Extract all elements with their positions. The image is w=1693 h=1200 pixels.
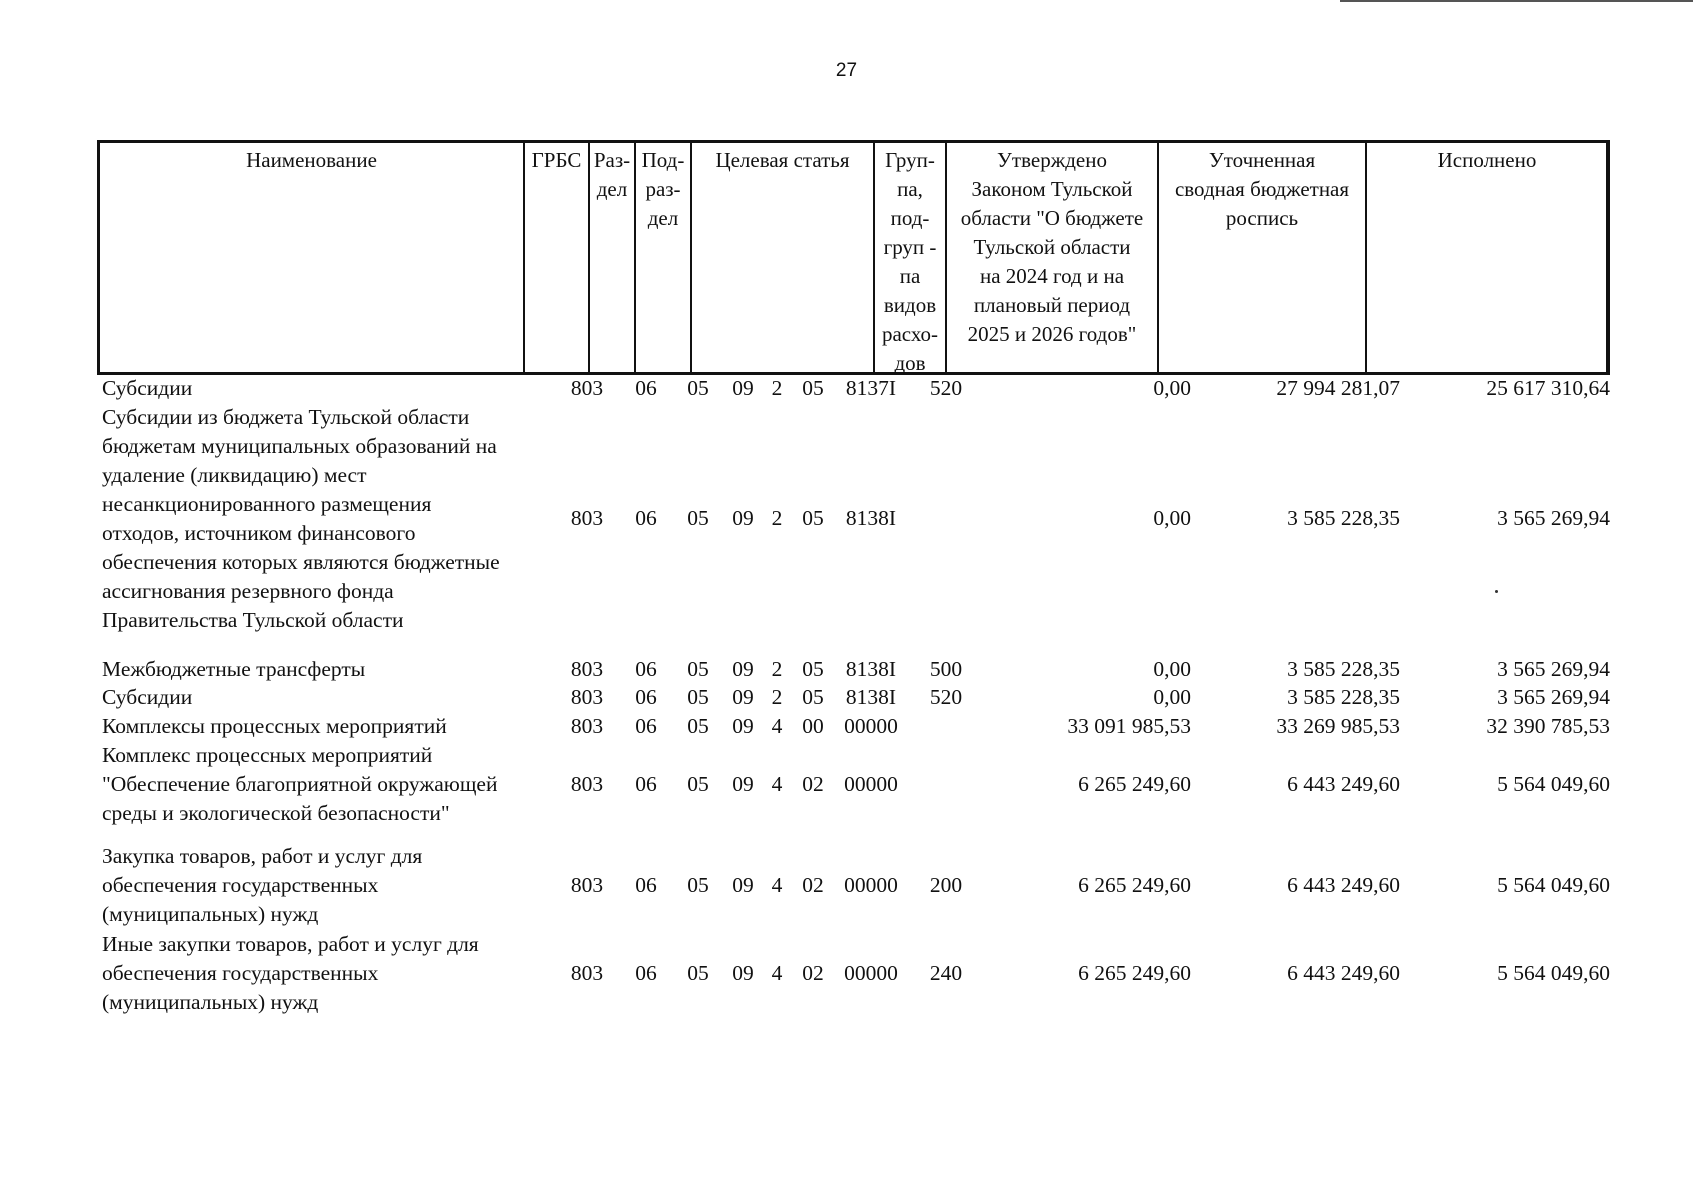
header-grbs <box>525 143 590 372</box>
target-program-cell: 09 <box>732 873 754 897</box>
row-name-line: Закупка товаров, работ и услуг для <box>102 844 423 868</box>
row-name-line: бюджетам муниципальных образований на <box>102 434 497 458</box>
target-subprogram-cell: 02 <box>802 873 824 897</box>
row-name <box>102 712 562 741</box>
row-name <box>102 374 562 403</box>
podrazdel-cell: 05 <box>687 376 709 400</box>
header-line: Целевая статья <box>715 148 850 172</box>
grbs-cell: 803 <box>570 685 604 709</box>
row-name-line: обеспечения государственных <box>102 961 379 985</box>
target-direction-cell: 8137I <box>845 376 897 400</box>
table-row <box>0 930 1693 1017</box>
header-line: Исполнено <box>1437 148 1537 172</box>
scan-speck <box>1495 590 1498 593</box>
razdel-cell: 06 <box>635 657 657 681</box>
target-type-cell: 2 <box>771 376 783 400</box>
target-subprogram-cell: 00 <box>802 714 824 738</box>
razdel-cell: 06 <box>635 376 657 400</box>
table-row <box>0 741 1693 828</box>
target-type-cell: 4 <box>771 772 783 796</box>
target-program-cell: 09 <box>732 714 754 738</box>
specified-amount-cell: 27 994 281,07 <box>1276 376 1400 400</box>
razdel-cell: 06 <box>635 714 657 738</box>
row-name-line: Межбюджетные трансферты <box>102 657 366 681</box>
header-target <box>692 143 875 372</box>
header-line: Утверждено <box>997 148 1107 172</box>
podrazdel-cell: 05 <box>687 685 709 709</box>
header-line: Законом Тульской <box>971 177 1133 201</box>
row-name-line: несанкционированного размещения <box>102 492 432 516</box>
table-row <box>0 712 1693 741</box>
header-line: дов <box>894 351 926 375</box>
row-name-line: "Обеспечение благоприятной окружающей <box>102 772 498 796</box>
header-line: видов <box>883 293 937 317</box>
target-direction-cell: 8138I <box>845 657 897 681</box>
row-name-line: (муниципальных) нужд <box>102 990 319 1014</box>
podrazdel-cell: 05 <box>687 772 709 796</box>
target-type-cell: 4 <box>771 961 783 985</box>
header-line: па, <box>897 177 923 201</box>
expense-group-cell: 500 <box>929 657 963 681</box>
row-name <box>102 403 562 635</box>
approved-amount-cell: 6 265 249,60 <box>1078 772 1191 796</box>
target-direction-cell: 8138I <box>845 506 897 530</box>
specified-amount-cell: 6 443 249,60 <box>1287 772 1400 796</box>
target-program-cell: 09 <box>732 685 754 709</box>
approved-amount-cell: 6 265 249,60 <box>1078 961 1191 985</box>
executed-amount-cell: 25 617 310,64 <box>1486 376 1610 400</box>
target-type-cell: 2 <box>771 685 783 709</box>
table-header <box>97 140 1610 375</box>
expense-group-cell: 520 <box>929 685 963 709</box>
razdel-cell: 06 <box>635 506 657 530</box>
podrazdel-cell: 05 <box>687 873 709 897</box>
header-line: плановый период <box>973 293 1131 317</box>
approved-amount-cell: 6 265 249,60 <box>1078 873 1191 897</box>
header-approved <box>947 143 1159 372</box>
grbs-cell: 803 <box>570 506 604 530</box>
target-program-cell: 09 <box>732 506 754 530</box>
row-name-line: Комплекс процессных мероприятий <box>102 743 433 767</box>
header-line: на 2024 год и на <box>979 264 1125 288</box>
row-name <box>102 842 562 929</box>
grbs-cell: 803 <box>570 772 604 796</box>
header-line: Груп- <box>885 148 935 172</box>
target-program-cell: 09 <box>732 961 754 985</box>
header-name <box>100 143 525 372</box>
specified-amount-cell: 3 585 228,35 <box>1287 685 1400 709</box>
row-name-line: отходов, источником финансового <box>102 521 416 545</box>
row-name-line: (муниципальных) нужд <box>102 902 319 926</box>
row-name-line: Правительства Тульской области <box>102 608 404 632</box>
header-line: ГРБС <box>531 148 582 172</box>
specified-amount-cell: 6 443 249,60 <box>1287 961 1400 985</box>
expense-group-cell: 200 <box>929 873 963 897</box>
target-direction-cell: 00000 <box>844 873 898 897</box>
podrazdel-cell: 05 <box>687 961 709 985</box>
grbs-cell: 803 <box>570 657 604 681</box>
row-name-line: обеспечения которых являются бюджетные <box>102 550 500 574</box>
executed-amount-cell: 3 565 269,94 <box>1497 657 1610 681</box>
razdel-cell: 06 <box>635 685 657 709</box>
row-name-line: Комплексы процессных мероприятий <box>102 714 447 738</box>
executed-amount-cell: 3 565 269,94 <box>1497 685 1610 709</box>
target-type-cell: 2 <box>771 506 783 530</box>
header-podrazdel <box>636 143 692 372</box>
specified-amount-cell: 3 585 228,35 <box>1287 657 1400 681</box>
target-program-cell: 09 <box>732 376 754 400</box>
header-group <box>875 143 947 375</box>
specified-amount-cell: 3 585 228,35 <box>1287 506 1400 530</box>
target-subprogram-cell: 05 <box>802 506 824 530</box>
header-specified <box>1159 143 1367 372</box>
table-row <box>0 403 1693 635</box>
row-name <box>102 683 562 712</box>
approved-amount-cell: 0,00 <box>1153 685 1191 709</box>
podrazdel-cell: 05 <box>687 657 709 681</box>
executed-amount-cell: 5 564 049,60 <box>1497 873 1610 897</box>
row-name-line: Субсидии <box>102 685 193 709</box>
row-name-line: обеспечения государственных <box>102 873 379 897</box>
approved-amount-cell: 0,00 <box>1153 376 1191 400</box>
header-line: па <box>899 264 921 288</box>
table-row <box>0 842 1693 929</box>
specified-amount-cell: 33 269 985,53 <box>1276 714 1400 738</box>
header-line: Тульской области <box>973 235 1131 259</box>
header-line: расхо- <box>881 322 939 346</box>
header-line: Под- <box>641 148 685 172</box>
row-name <box>102 741 562 828</box>
table-row <box>0 374 1693 403</box>
header-line: дел <box>647 206 679 230</box>
target-subprogram-cell: 05 <box>802 376 824 400</box>
approved-amount-cell: 33 091 985,53 <box>1067 714 1191 738</box>
grbs-cell: 803 <box>570 873 604 897</box>
target-program-cell: 09 <box>732 772 754 796</box>
header-line: области "О бюджете <box>960 206 1144 230</box>
target-type-cell: 4 <box>771 873 783 897</box>
podrazdel-cell: 05 <box>687 506 709 530</box>
target-subprogram-cell: 02 <box>802 772 824 796</box>
row-name-line: удаление (ликвидацию) мест <box>102 463 367 487</box>
header-line: Наименование <box>246 148 377 172</box>
target-direction-cell: 00000 <box>844 772 898 796</box>
razdel-cell: 06 <box>635 961 657 985</box>
header-line: Раз- <box>593 148 631 172</box>
target-program-cell: 09 <box>732 657 754 681</box>
grbs-cell: 803 <box>570 376 604 400</box>
row-name-line: Субсидии <box>102 376 193 400</box>
target-direction-cell: 00000 <box>844 714 898 738</box>
target-type-cell: 2 <box>771 657 783 681</box>
razdel-cell: 06 <box>635 772 657 796</box>
table-row <box>0 655 1693 684</box>
specified-amount-cell: 6 443 249,60 <box>1287 873 1400 897</box>
header-line: под- <box>890 206 930 230</box>
target-subprogram-cell: 02 <box>802 961 824 985</box>
target-subprogram-cell: 05 <box>802 685 824 709</box>
scan-edge-line <box>1340 0 1693 2</box>
target-subprogram-cell: 05 <box>802 657 824 681</box>
executed-amount-cell: 32 390 785,53 <box>1486 714 1610 738</box>
row-name <box>102 930 562 1017</box>
header-razdel <box>590 143 636 372</box>
razdel-cell: 06 <box>635 873 657 897</box>
approved-amount-cell: 0,00 <box>1153 657 1191 681</box>
header-line: дел <box>596 177 628 201</box>
header-line: 2025 и 2026 годов" <box>967 322 1137 346</box>
approved-amount-cell: 0,00 <box>1153 506 1191 530</box>
grbs-cell: 803 <box>570 714 604 738</box>
row-name-line: Субсидии из бюджета Тульской области <box>102 405 470 429</box>
header-line: роспись <box>1225 206 1299 230</box>
grbs-cell: 803 <box>570 961 604 985</box>
header-executed <box>1367 143 1607 372</box>
podrazdel-cell: 05 <box>687 714 709 738</box>
row-name-line: среды и экологической безопасности" <box>102 801 450 825</box>
executed-amount-cell: 5 564 049,60 <box>1497 961 1610 985</box>
target-direction-cell: 00000 <box>844 961 898 985</box>
expense-group-cell: 240 <box>929 961 963 985</box>
row-name-line: Иные закупки товаров, работ и услуг для <box>102 932 479 956</box>
header-line: Уточненная <box>1208 148 1316 172</box>
row-name-line: ассигнования резервного фонда <box>102 579 394 603</box>
header-line: груп - <box>883 235 937 259</box>
expense-group-cell: 520 <box>929 376 963 400</box>
executed-amount-cell: 3 565 269,94 <box>1497 506 1610 530</box>
target-direction-cell: 8138I <box>845 685 897 709</box>
executed-amount-cell: 5 564 049,60 <box>1497 772 1610 796</box>
table-row <box>0 683 1693 712</box>
header-line: сводная бюджетная <box>1174 177 1350 201</box>
page-number: 27 <box>835 60 858 81</box>
target-type-cell: 4 <box>771 714 783 738</box>
row-name <box>102 655 562 684</box>
header-line: раз- <box>645 177 681 201</box>
